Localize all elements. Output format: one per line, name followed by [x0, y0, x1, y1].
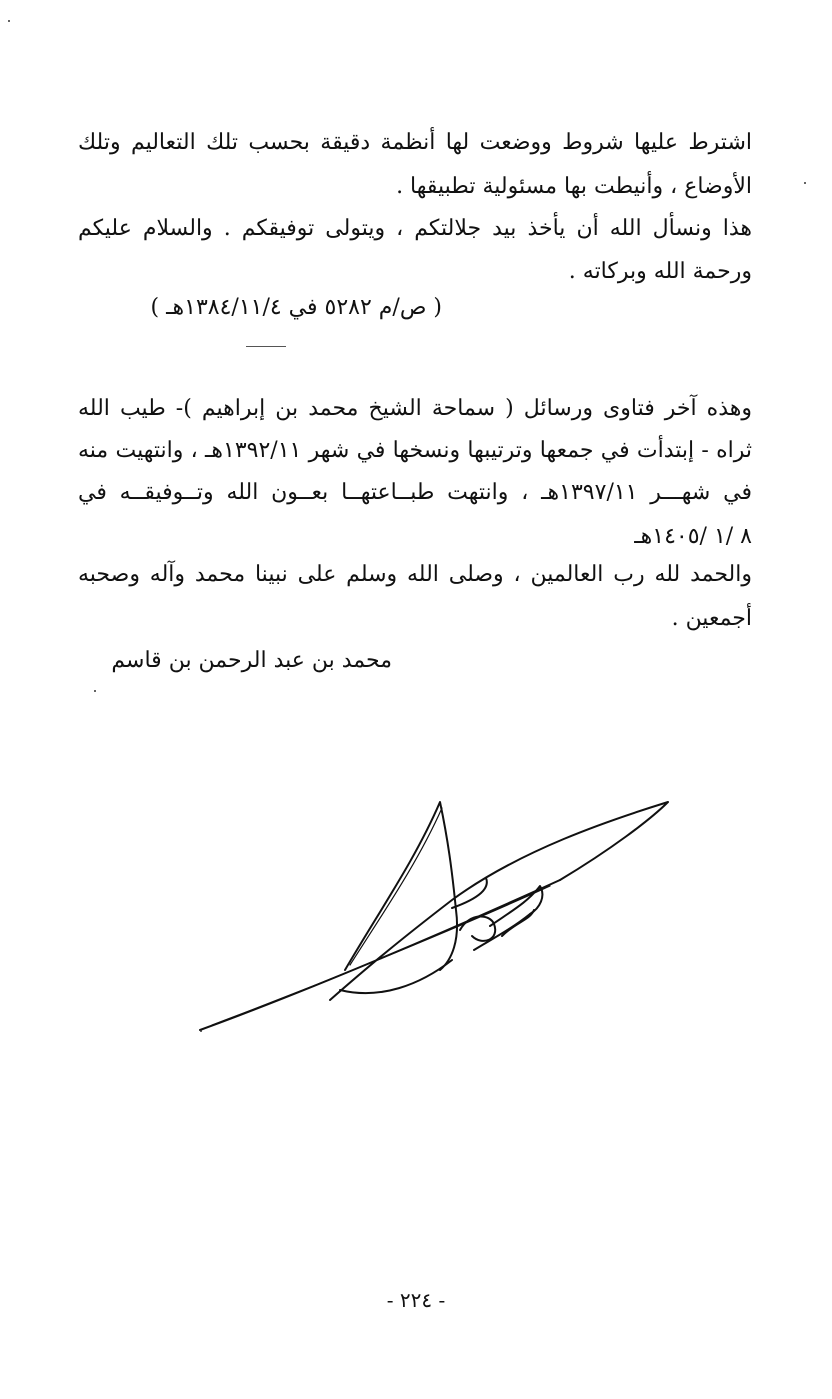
praise-line-2: أجمعين .	[671, 606, 752, 631]
paragraph-2-line-2: ورحمة الله وبركاته .	[568, 259, 752, 284]
scan-speck	[8, 20, 10, 22]
closing-line-1: وهذه آخر فتاوى ورسائل ( سماحة الشيخ محمد بن إبراهيم )- طيب الله	[78, 396, 752, 421]
closing-line-2: ثراه - إبتدأت في جمعها وترتيبها ونسخها في شهر ١٣٩٢/١١هـ ، وانتهيت منه	[78, 438, 752, 463]
section-divider	[246, 346, 286, 347]
scan-speck	[94, 690, 96, 692]
paragraph-1-line-1: اشترط عليها شروط ووضعت لها أنظمة دقيقة بحسب تلك التعاليم وتلك	[78, 130, 752, 155]
page-number: - ٢٢٤ -	[386, 1288, 446, 1312]
scan-speck	[804, 182, 806, 184]
praise-line-1: والحمد لله رب العالمين ، وصلى الله وسلم على نبينا محمد وآله وصحبه	[78, 562, 752, 587]
author-name: محمد بن عبد الرحمن بن قاسم	[111, 648, 392, 673]
paragraph-2-line-1: هذا ونسأل الله أن يأخذ بيد جلالتكم ، ويتولى توفيقكم . والسلام عليكم	[78, 216, 752, 241]
paragraph-1-line-2: الأوضاع ، وأنيطت بها مسئولية تطبيقها .	[396, 174, 752, 199]
letter-reference: ( ص/م ٥٢٨٢ في ١٣٨٤/١١/٤هـ )	[150, 295, 442, 320]
scan-speck	[200, 1030, 202, 1032]
closing-line-4: ٨ /١ /١٤٠٥هـ	[634, 524, 752, 549]
closing-line-3: في شهـــر ١٣٩٧/١١هـ ، وانتهت طبــاعتهــا بعــون الله وتــوفيقــه في	[78, 480, 753, 505]
handwritten-signature	[190, 790, 680, 1050]
